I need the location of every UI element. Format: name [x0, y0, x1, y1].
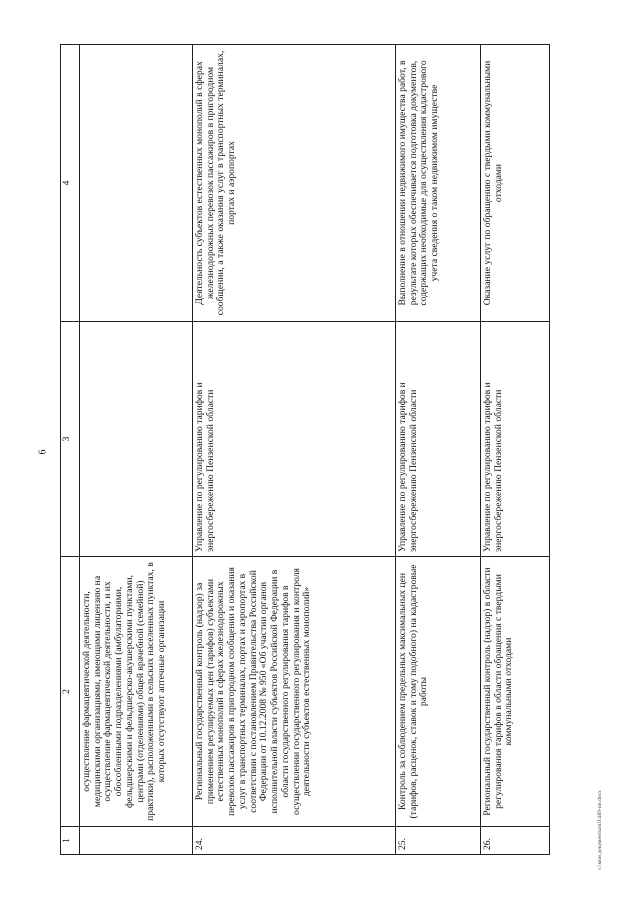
row-number: 25. — [396, 827, 481, 855]
header-cell-2: 2 — [61, 557, 80, 827]
authority-cell: Управление по регулированию тарифов и энергосбережению Пензенской области — [396, 322, 481, 557]
activity-cell: Деятельность субъектов естественных монополий в сферах железнодорожных перевозок пассажиров в пригородном сообщении, а также оказания услуг в транспортных терминалах, портах и аэропортах — [193, 45, 396, 322]
footer-file-path: c:\мои документы\пЛ\469-пп.docx — [597, 790, 603, 870]
row-number: 24. — [193, 827, 396, 855]
row-number — [80, 827, 193, 855]
control-types-table — [60, 44, 550, 855]
rotated-table-container — [60, 45, 580, 855]
table-row — [481, 45, 550, 855]
authority-cell: Управление по регулированию тарифов и энергосбережению Пензенской области — [193, 322, 396, 557]
control-type-cell: Контроль за соблюдением предельных максимальных цен (тарифов, расценок, ставок и тому подобного) на кадастровые работы — [396, 557, 481, 827]
header-cell-1: 1 — [61, 827, 80, 855]
authority-cell — [80, 322, 193, 557]
table-row — [80, 45, 193, 855]
control-type-cell: Региональный государственный контроль (надзор) в области регулирования тарифов в области обращения с твердыми коммунальными отходами — [481, 557, 550, 827]
authority-cell: Управление по регулированию тарифов и энергосбережению Пензенской области — [481, 322, 550, 557]
activity-cell: Оказание услуг по обращению с твердыми коммунальными отходами — [481, 45, 550, 322]
control-type-cell: осуществление фармацевтической деятельности, медицинскими организациями, имеющими лицензию на осуществление фармацевтической деятельности, и их обособленными подразделениями (амбулаториями, фельдшерскими и фельдшерско-акушерскими пунктами, центрами (отделениями) общей врачебной (семейной) практики), расположенными в сельских населенных пунктах, в которых отсутствуют аптечные организации — [80, 557, 193, 827]
header-cell-4: 4 — [61, 45, 80, 322]
activity-cell: Выполнение в отношении недвижимого имущества работ, в результате которых обеспечивается подготовка документов, содержащих необходимые для осуществления кадастрового учета сведения о таком недвижимом имуществе — [396, 45, 481, 322]
table-header-row — [61, 45, 80, 855]
page-number: 6 — [37, 449, 49, 455]
table-row — [193, 45, 396, 855]
row-number: 26. — [481, 827, 550, 855]
header-cell-3: 3 — [61, 322, 80, 557]
control-type-cell: Региональный государственный контроль (надзор) за применением регулируемых цен (тарифов) субъектами естественных монополий в сферах железнодорожных перевозок пассажиров в пригородном сообщении и оказания услуг в транспортных терминалах, портах и аэропортах в соответствии с постановлением Правительства Российской Федерации от 10.12.2008 № 950 «Об участии органов исполнительной власти субъектов Российской Федерации в области государственного регулирования тарифов в осуществлении государственного регулирования и контроля деятельности субъектов естественных монополий» — [193, 557, 396, 827]
table-row — [396, 45, 481, 855]
activity-cell — [80, 45, 193, 322]
document-table-area — [60, 45, 580, 855]
